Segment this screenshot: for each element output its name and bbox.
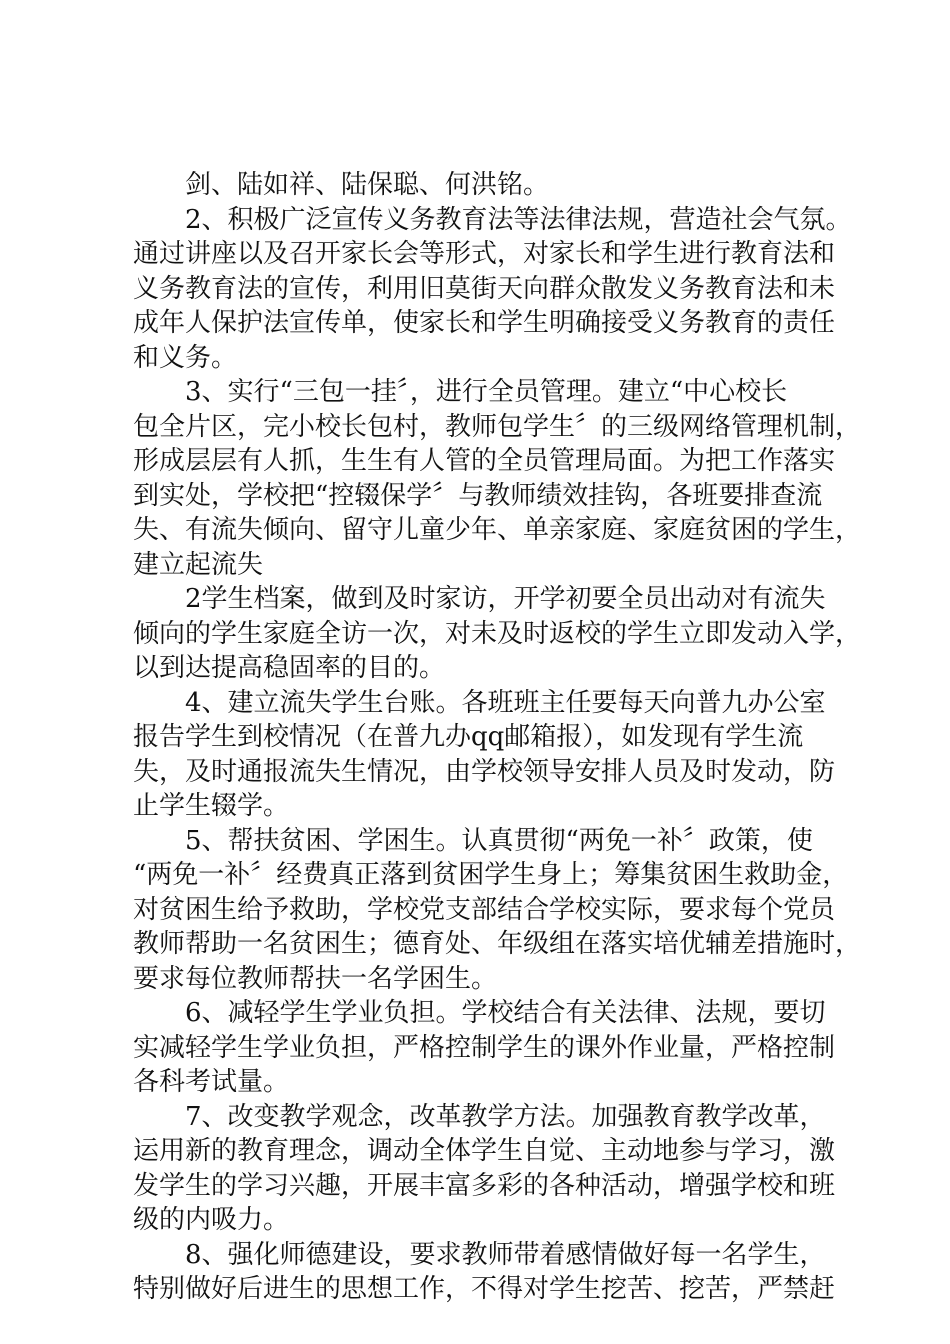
text-line: 倾向的学生家庭全访一次，对未及时返校的学生立即发动入学， [133,618,862,649]
paragraph-8 [133,1238,836,1307]
text-line: 运用新的教育理念，调动全体学生自觉、主动地参与学习，激 [133,1136,836,1166]
text-line: 8、强化师德建设，要求教师带着感情做好每一名学生， [185,1239,826,1270]
text-line: 到实处，学校把“控辍保学〞与教师绩效挂钩，各班要排查流 [133,480,823,511]
text-line: 失、有流失倾向、留守儿童少年、单亲家庭、家庭贫困的学生， [133,515,862,545]
text-line: 3、实行“三包一挂〞，进行全员管理。建立“中心校长 [185,377,788,407]
paragraph-5 [133,824,862,997]
text-line: 成年人保护法宣传单，使家长和学生明确接受义务教育的责任 [133,308,836,338]
text-line: 对贫困生给予救助，学校党支部结合学校实际，要求每个党员 [133,894,836,925]
text-line: 5、帮扶贫困、学困生。认真贯彻“两免一补〞政策，使 [185,825,813,856]
text-line: 实减轻学生学业负担，严格控制学生的课外作业量，严格控制 [133,1032,836,1063]
text-line: 发学生的学习兴趣，开展丰富多彩的各种活动，增强学校和班 [133,1170,836,1201]
text-line: 剑、陆如祥、陆保聪、何洪铭。 [185,170,550,200]
text-line: 7、改变教学观念，改革教学方法。加强教育教学改革， [185,1101,826,1132]
text-line: 以到达提高稳固率的目的。 [133,653,446,683]
text-line: 教师帮助一名贫困生；德育处、年级组在落实培优辅差措施时， [133,929,862,959]
text-line: 特别做好后进生的思想工作，不得对学生挖苦、挖苦，严禁赶 [133,1274,836,1304]
text-line: 义务教育法的宣传，利用旧莫街天向群众散发义务教育法和未 [133,273,836,304]
text-line: 形成层层有人抓，生生有人管的全员管理局面。为把工作落实 [133,446,836,476]
paragraph-continuation [133,168,833,203]
text-line: 各科考试量。 [133,1067,290,1097]
text-line: 6、减轻学生学业负担。学校结合有关法律、法规，要切 [185,998,826,1028]
paragraph-3-continued [133,582,862,686]
text-line: 4、建立流失学生台账。各班班主任要每天向普九办公室 [185,687,826,718]
paragraph-6 [133,996,836,1100]
paragraph-7 [133,1100,836,1238]
text-line: 包全片区，完小校长包村，教师包学生〞的三级网络管理机制， [133,411,862,442]
text-line: 和义务。 [133,342,238,373]
text-line: 报告学生到校情况（在普九办qq邮箱报），如发现有学生流 [133,722,804,752]
text-line: 失，及时通报流失生情况，由学校领导安排人员及时发动，防 [133,756,836,787]
text-line: “两免一补〞经费真正落到贫困学生身上；筹集贫困生救助金， [133,860,849,890]
text-line: 通过讲座以及召开家长会等形式，对家长和学生进行教育法和 [133,239,836,269]
text-line: 要求每位教师帮扶一名学困生。 [133,963,498,994]
text-line: 2、积极广泛宣传义务教育法等法律法规，营造社会气氛。 [185,204,852,235]
paragraph-2 [133,203,852,376]
paragraph-3 [133,375,862,582]
text-line: 建立起流失 [133,549,264,580]
document-body [133,168,862,1307]
paragraph-4 [133,686,836,824]
text-line: 2学生档案，做到及时家访，开学初要全员出动对有流失 [185,584,826,614]
text-line: 级的内吸力。 [133,1205,290,1235]
text-line: 止学生辍学。 [133,791,290,821]
